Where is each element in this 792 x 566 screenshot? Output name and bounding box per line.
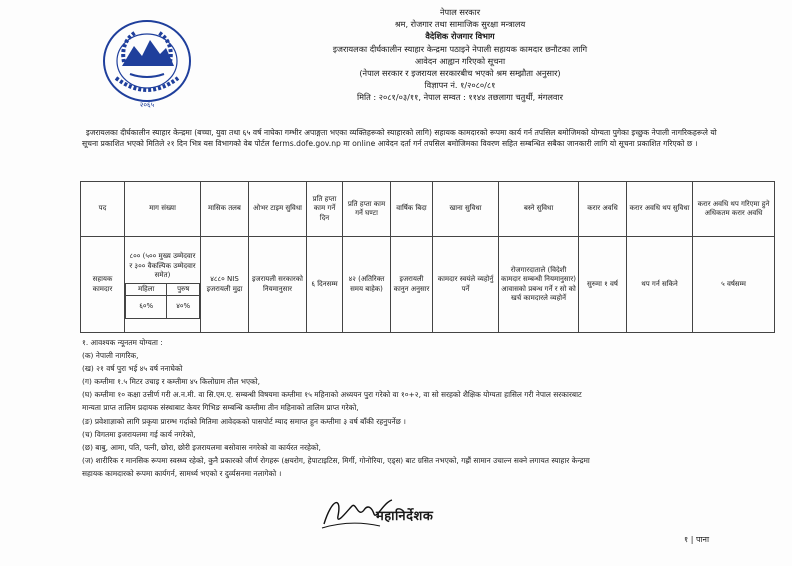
female-percent: ६०% <box>126 296 167 318</box>
list-item: (ङ) प्रवेशाज्ञाको लागि प्रकृया प्रारम्भ गर्दाको मितिमा आवेदकको पासपोर्ट म्याद समाप्त हुन कम्तीमा ३ वर्ष बाँकी रहनुपर्नेछ । <box>82 416 406 426</box>
list-item: (क) नेपाली नागरिक, <box>82 351 139 361</box>
government-seal-icon <box>100 18 194 108</box>
job-details-table <box>80 181 775 333</box>
col-header: बस्ने सुविधा <box>499 182 579 237</box>
cell-max-contract: ५ वर्षसम्म <box>693 237 775 333</box>
col-header: प्रति हप्ता काम गर्ने दिन <box>307 182 343 237</box>
col-header: माग संख्या <box>125 182 201 237</box>
cell-housing: रोजगारदाताले (विदेशी कामदार सम्बन्धी नियमानुसार) आवासको प्रबन्ध गर्ने र सो को खर्च कामदारले व्यहोर्ने <box>499 237 579 333</box>
list-item: (ग) कम्तीमा १.५ मिटर उचाइ र कम्तीमा ४५ किलोग्राम तौल भएको, <box>82 377 260 387</box>
col-header: ओभर टाइम सुविधा <box>249 182 307 237</box>
list-item: सहायक कामदारको रूपमा कार्यगर्न, सामर्थ्य भएको र दुर्व्यसनमा नलागेको । <box>82 468 282 478</box>
col-header: करार अवधि थप गरिएमा हुने अधिकतम करार अवधि <box>693 182 775 237</box>
cell-post: सहायक कामदार <box>81 237 125 333</box>
col-header: वार्षिक बिदा <box>391 182 433 237</box>
requirements-heading: १. आवश्यक न्यूनतम योग्यता : <box>82 338 163 347</box>
table-row <box>81 237 775 333</box>
director-general-title: महानिर्देशक <box>376 509 434 524</box>
cell-days: ६ दिनसम्म <box>307 237 343 333</box>
male-percent: ४०% <box>167 296 200 318</box>
col-header: खाना सुविधा <box>433 182 499 237</box>
cell-contract: सुरुमा १ वर्ष <box>579 237 627 333</box>
cell-overtime: इजरायली सरकारको नियमानुसार <box>249 237 307 333</box>
header-notice-title: आवेदन आह्वान गरिएको सूचना <box>414 55 506 66</box>
col-header: करार अवधि थप सुविधा <box>627 182 693 237</box>
requirements-list <box>82 336 732 480</box>
header-ministry: श्रम, रोजगार तथा सामाजिक सुरक्षा मन्त्रालय <box>394 19 526 30</box>
cell-hours: ४२ (अतिरिक्त समय बाहेक) <box>343 237 391 333</box>
cell-salary: ४८८० NIS इजरायली मुद्रा <box>201 237 249 333</box>
header-notice-no: विज्ञापन नं. १/२०८०/८१ <box>424 80 496 91</box>
list-item: (ज) शारीरिक र मानसिक रूपमा स्वस्थ्य रहेको, कुनै प्रकारको जीर्ण रोगहरू (क्षयरोग, हेपाटाइटिस, मिर्गी, गोनोरिया, एड्स) बाट ग्रसित नभएको, गह्रौं सामान उचाल्न सक्ने लगायत स्याहार केन्द्रमा <box>82 455 590 465</box>
list-item: (च) विगतमा इजरायलमा गई कार्य नगरेको, <box>82 429 196 439</box>
header-agreement: (नेपाल सरकार र इजरायल सरकारबीच भएको श्रम सम्झौता अनुसार) <box>359 68 561 79</box>
demand-count: ८०० (५०० मुख्य उम्मेदवार र ३०० वैकल्पिक उम्मेदवार समेत) <box>129 252 196 280</box>
female-label: महिला <box>126 283 167 295</box>
header-gov: नेपाल सरकार <box>439 7 481 17</box>
list-item: (घ) कम्तीमा १० कक्षा उत्तीर्ण गरी अ.न.मी. वा सि.एम.ए. सम्बन्धी विषयमा कम्तीमा १५ महिनाको अध्ययन पुरा गरेको वा १०+२, वा सो सरहको शैक्षिक योग्यता हासिल गरी नेपाल सरकारबाट <box>82 390 582 400</box>
male-label: पुरुष <box>167 283 200 295</box>
list-item: (ख) २१ वर्ष पुरा भई ४५ वर्ष ननाघेको <box>82 364 183 374</box>
cell-demand <box>125 237 201 333</box>
cell-food: कामदार स्वयंले व्यहोर्नु पर्ने <box>433 237 499 333</box>
table-header-row <box>81 182 775 237</box>
header-purpose: इजरायलका दीर्घकालीन स्याहार केन्द्रमा पठाइने नेपाली सहायक कामदार छनौटका लागि <box>332 43 588 54</box>
notice-header <box>230 6 690 104</box>
header-date: मिति : २०८१/०३/११, नेपाल सम्वत : ११४४ तछलागा चतुर्थी, मंगलवार <box>357 92 563 103</box>
col-header: प्रति हप्ता काम गर्ने घण्टा <box>343 182 391 237</box>
cell-leave: इजरायली कानुन अनुसार <box>391 237 433 333</box>
list-item: (छ) बाबु, आमा, पति, पत्नी, छोरा, छोरी इजरायलमा बसोवास नगरेको वा कार्यरत नरहेको, <box>82 442 321 452</box>
col-header: करार अवधि <box>579 182 627 237</box>
cell-extension: थप गर्न सकिने <box>627 237 693 333</box>
page-number: १ | पाना <box>684 535 710 544</box>
gender-split <box>125 283 200 319</box>
seal-year: २०६५ <box>139 101 155 108</box>
col-header: पद <box>81 182 125 237</box>
list-item: मान्यता प्राप्त तालिम प्रदायक संस्थाबाट केयर गिभिङ सम्बन्धि कम्तीमा तीन महिनाको तालिम प्राप्त गरेको, <box>82 403 359 413</box>
intro-paragraph: इजरायलका दीर्घकालीन स्याहार केन्द्रमा (बच्चा, युवा तथा ६५ वर्ष नाघेका गम्भीर अपाङ्गता भएका व्यक्तिहरूको स्याहारको लागि) सहायक कामदारको रूपमा कार्य गर्न तपसिल बमोजिमको योग्यता पुगेका इच्छुक नेपाली नागरिकहरूले यो सूचना प्रकाशित भएको मितिले २१ दिन भित्र यस विभागको वेब पोर्टल ferms.dofe.gov.np मा online आवेदन दर्ता गर्न तपसिल बमोजिमका विवरण सहित सम्बन्धित सबैका जानकारी लागि यो सूचना प्रकाशित गरिएको छ । <box>82 128 717 148</box>
col-header: मासिक तलब <box>201 182 249 237</box>
header-department: वैदेशिक रोजगार विभाग <box>425 31 495 42</box>
